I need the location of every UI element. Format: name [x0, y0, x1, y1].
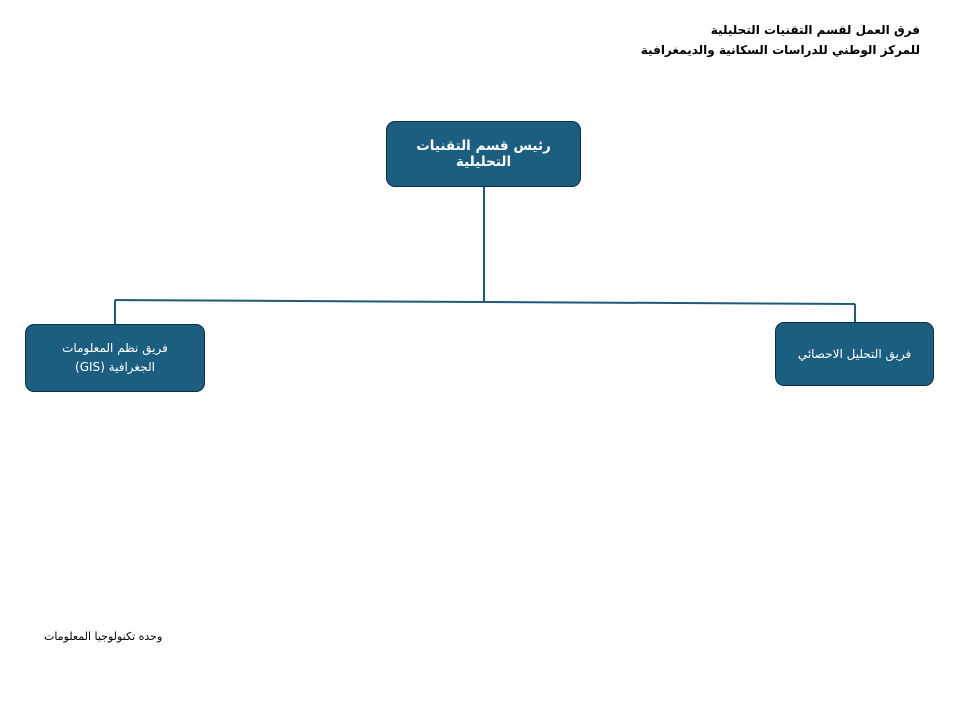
statistical-analysis-team-label: فريق التحليل الاحصائي [797, 347, 912, 361]
header-line-1: فرق العمل لقسم التقنيات التحليلية [710, 23, 920, 37]
head-of-department-label: رئيس قسم التقنيات التحليلية [416, 138, 551, 170]
statistical-analysis-team-box [775, 322, 934, 386]
footer-label: وحده تكنولوجيا المعلومات [44, 630, 163, 643]
head-of-department-box [386, 121, 581, 187]
gis-team-label-line-1: فريق نظم المعلومات [62, 341, 168, 355]
header-line-2: للمركز الوطني للدراسات السكانية والديمغرافية [640, 43, 920, 57]
gis-team-box [25, 324, 205, 392]
gis-team-label-line-2: الجغرافية (GIS) [75, 360, 155, 374]
